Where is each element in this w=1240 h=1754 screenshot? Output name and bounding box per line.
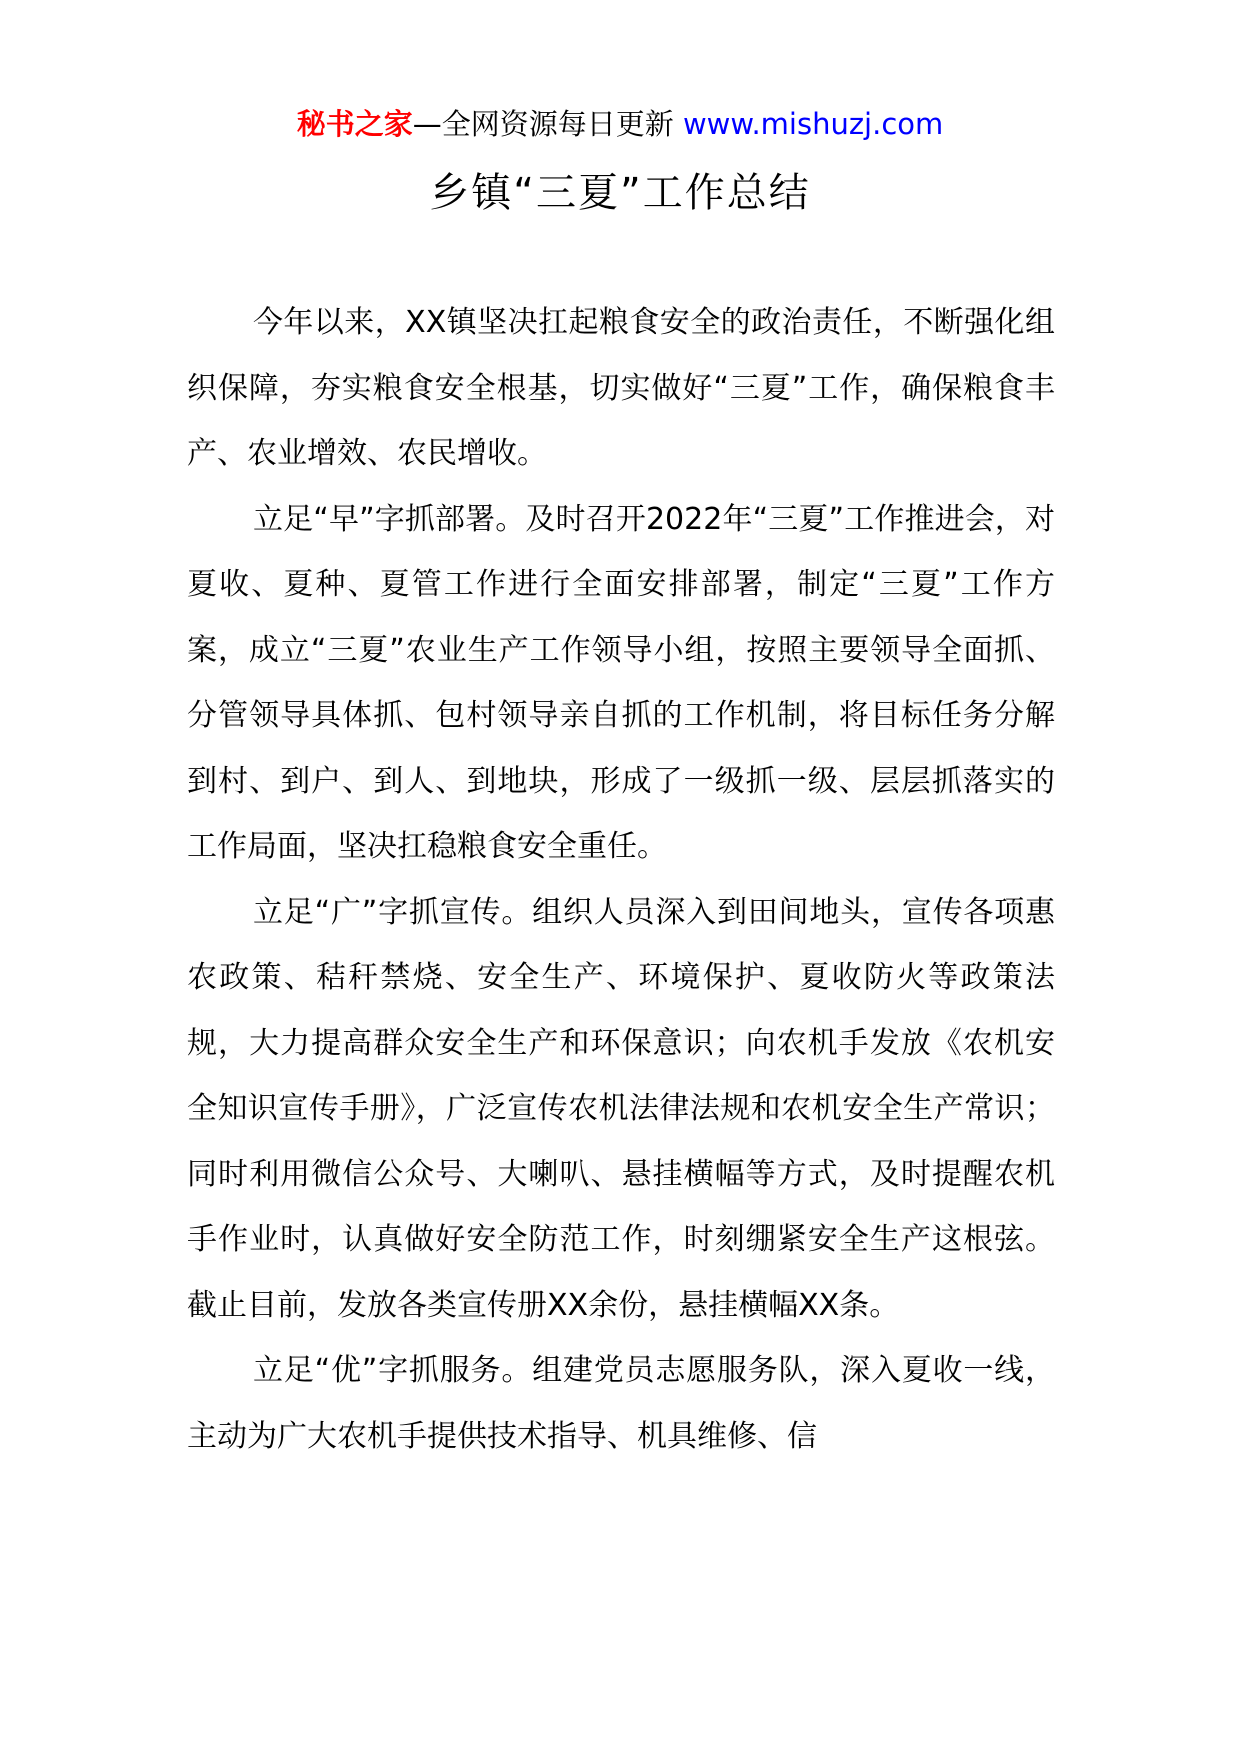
paragraph-service: 立足“优”字抓服务。组建党员志愿服务队，深入夏收一线，主动为广大农机手提供技术指导、机具维修、信 bbox=[187, 1353, 1055, 1454]
site-tagline: —全网资源每日更新 bbox=[412, 107, 674, 141]
document-title: 乡镇“三夏”工作总结 bbox=[429, 170, 811, 216]
paragraph-publicity: 立足“广”字抓宣传。组织人员深入到田间地头，宣传各项惠农政策、秸秆禁烧、安全生产、环境保护、夏收防火等政策法规，大力提高群众安全生产和环保意识；向农机手发放《农机安全知识宣传手册》，广泛宣传农机法律法规和农机安全生产常识；同时利用微信公众号、大喇叭、悬挂横幅等方式，及时提醒农机手作业时，认真做好安全防范工作，时刻绷紧安全生产这根弦。截止目前，发放各类宣传册XX余份，悬挂横幅XX条。 bbox=[187, 894, 1055, 1323]
site-brand: 秘书之家 bbox=[296, 107, 413, 141]
site-header bbox=[0, 102, 1240, 146]
document-body bbox=[187, 290, 1055, 1469]
paragraph-intro: 今年以来，XX镇坚决扛起粮食安全的政治责任，不断强化组织保障，夯实粮食安全根基，切实做好“三夏”工作，确保粮食丰产、农业增效、农民增收。 bbox=[187, 305, 1055, 471]
site-url-link[interactable]: www.mishuzj.com bbox=[682, 107, 944, 141]
paragraph-deployment: 立足“早”字抓部署。及时召开2022年“三夏”工作推进会，对夏收、夏种、夏管工作进行全面安排部署，制定“三夏”工作方案，成立“三夏”农业生产工作领导小组，按照主要领导全面抓、分管领导具体抓、包村领导亲自抓的工作机制，将目标任务分解到村、到户、到人、到地块，形成了一级抓一级、层层抓落实的工作局面，坚决扛稳粮食安全重任。 bbox=[187, 501, 1055, 864]
